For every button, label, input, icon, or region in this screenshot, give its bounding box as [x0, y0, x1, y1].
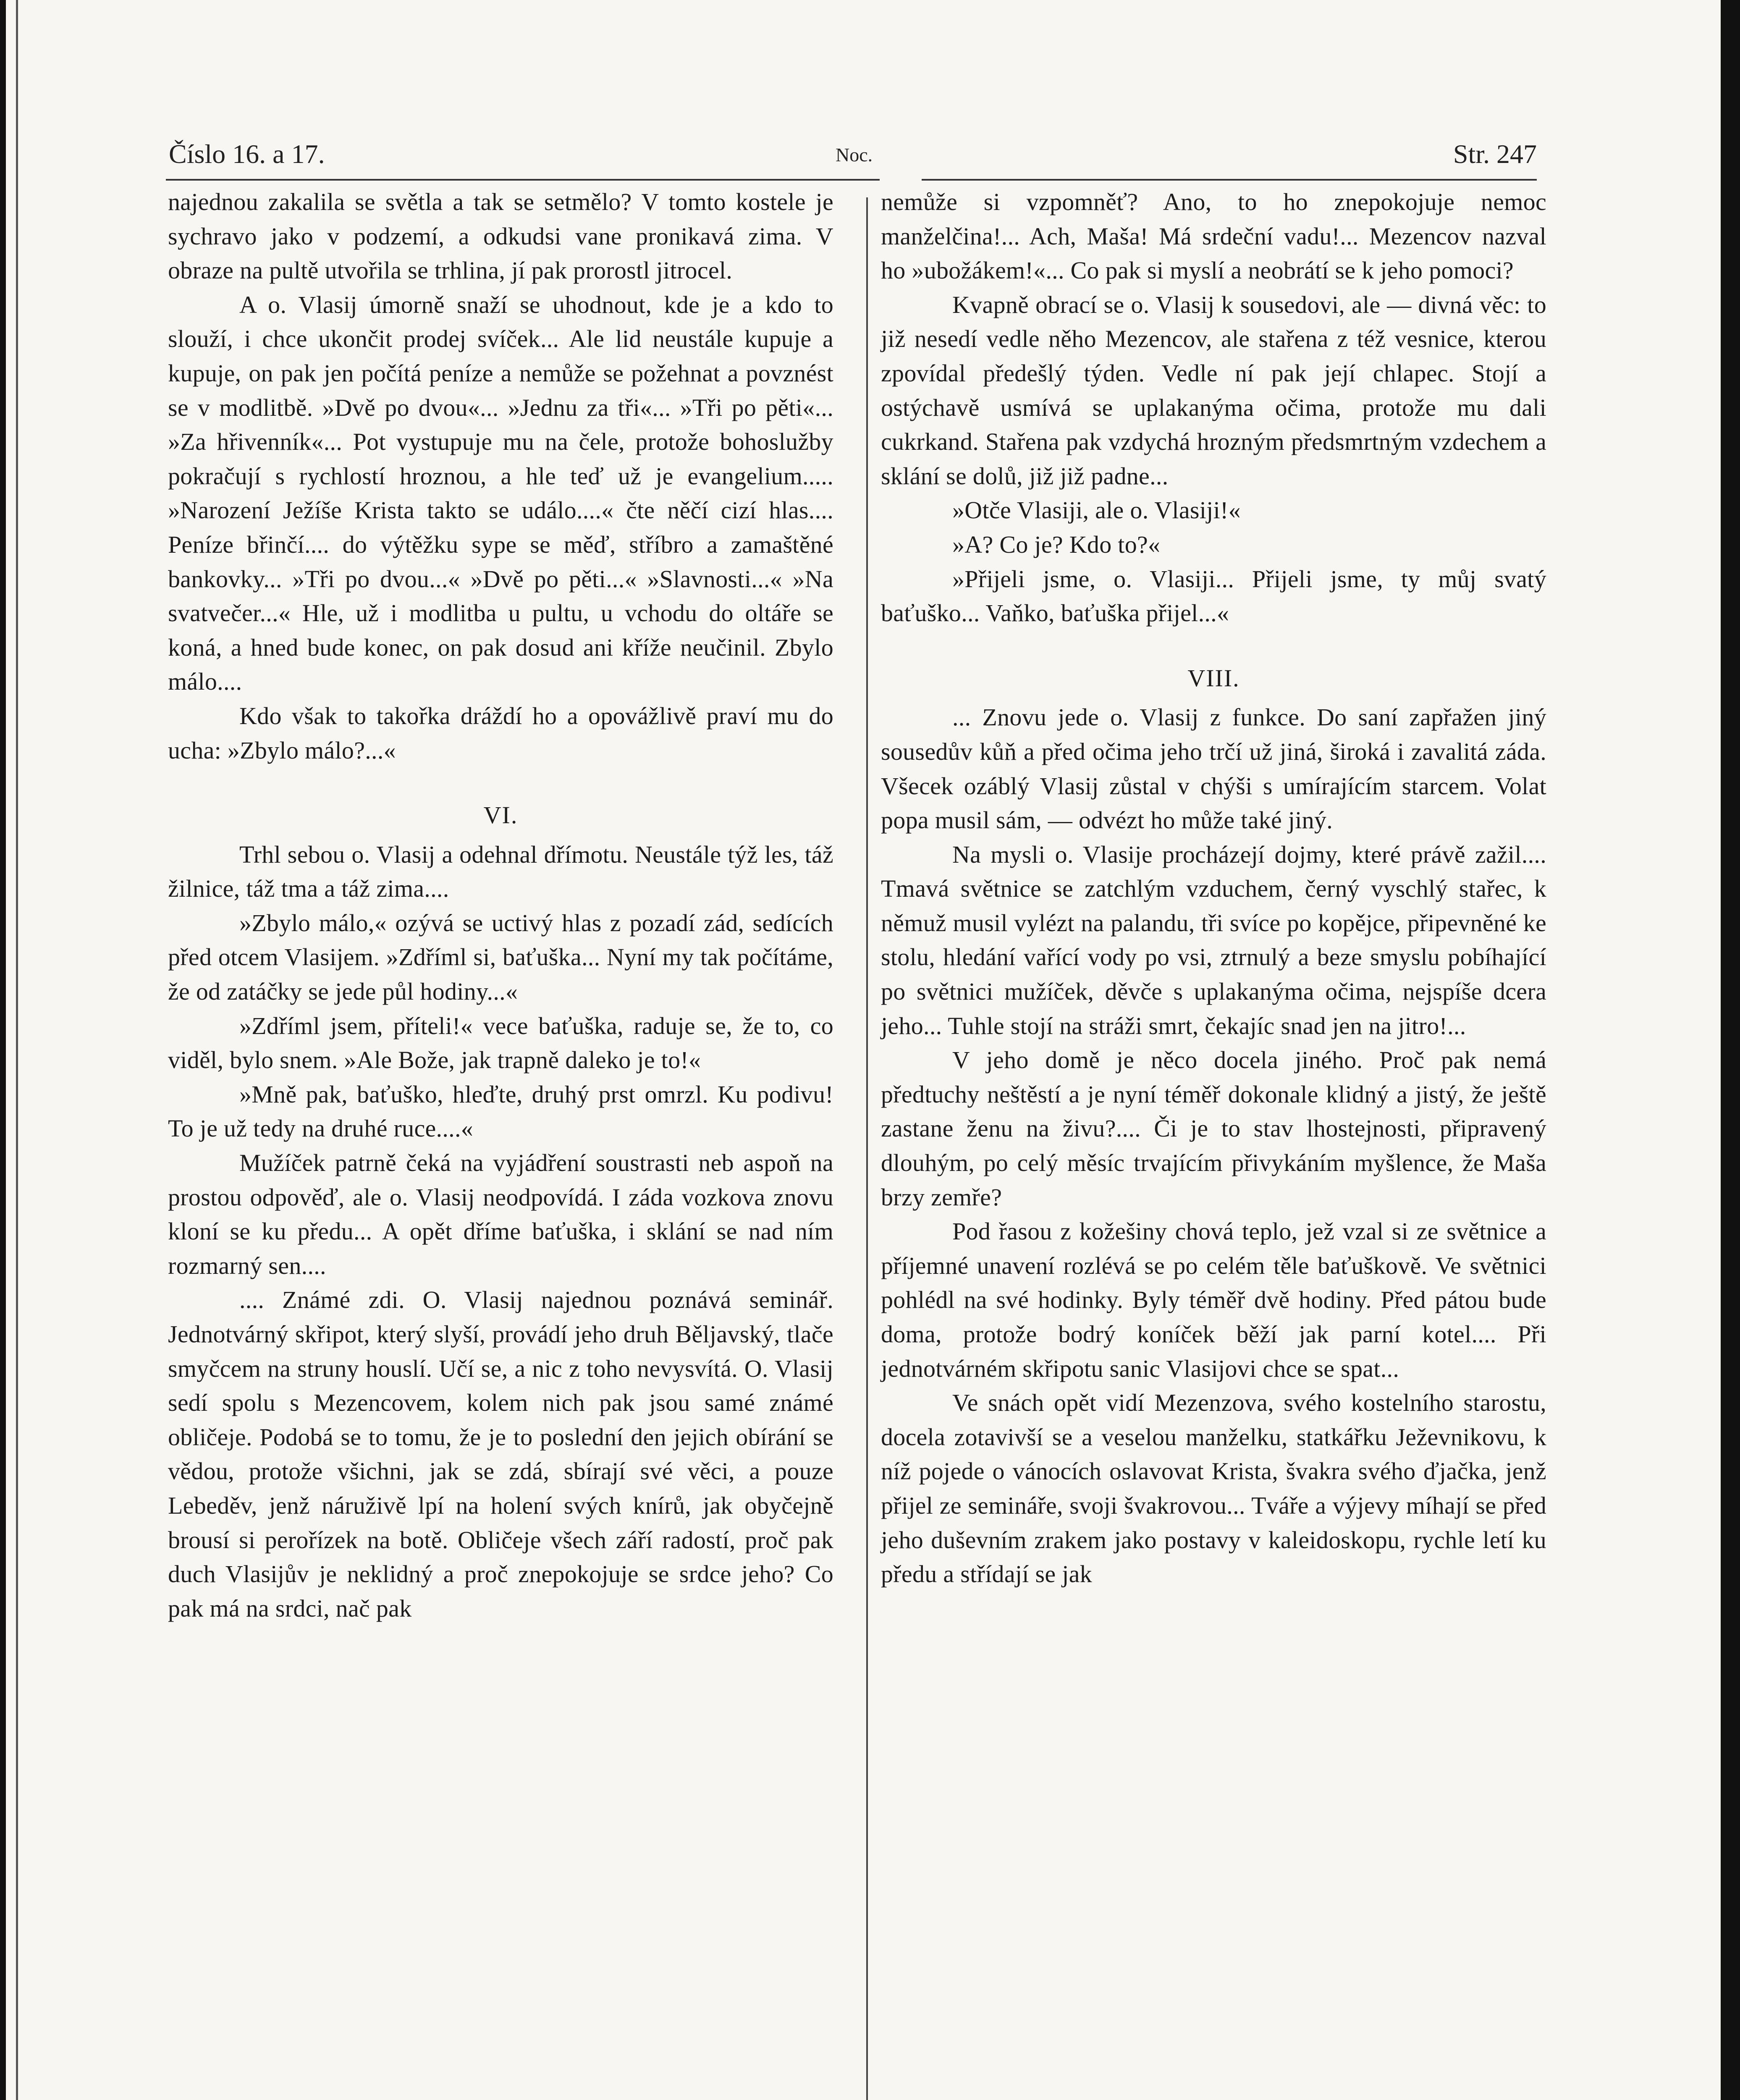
paragraph: ... Znovu jede o. Vlasij z funkce. Do saní zapřažen jiný sousedův kůň a před očima jeho trčí už jiná, široká i zavalitá záda. Všecek ozáblý Vlasij zůstal v chýši s umírajícím starcem. Volat popa musil sám, — odvézt ho může také jiný.	[881, 704, 1546, 834]
paragraph: Na mysli o. Vlasije procházejí dojmy, které právě zažil.... Tmavá světnice se zatchlým vzduchem, černý vyschlý stařec, k němuž musil vylézt na palandu, tři svíce po kopějce, připevněné ke stolu, hledání vařící vody po vsi, ztrnulý a beze smyslu pobíhající po světnici mužíček, děvče s uplakanýma očima, nejspíše dcera jeho... Tuhle stojí na stráži smrt, čekajíc snad jen na jitro!...	[881, 840, 1546, 1040]
right-column	[881, 185, 1546, 1591]
paragraph: Trhl sebou o. Vlasij a odehnal dřímotu. Neustále týž les, táž žilnice, táž tma a táž zima....	[168, 840, 833, 903]
paragraph: Mužíček patrně čeká na vyjádření soustrasti neb aspoň na prostou odpověď, ale o. Vlasij neodpovídá. I záda vozkova znovu kloní se ku předu... A opět dříme baťuška, i sklání se nad ním rozmarný sen....	[168, 1149, 833, 1279]
paragraph: »Zdříml jsem, příteli!« vece baťuška, raduje se, že to, co viděl, bylo snem. »Ale Bože, jak trapně daleko je to!«	[168, 1012, 833, 1074]
header-rule	[166, 179, 880, 181]
paragraph: Pod řasou z kožešiny chová teplo, jež vzal si ze světnice a příjemné unavení rozlévá se po celém těle baťuškově. Ve světnici pohlédl na své hodinky. Byly téměř dvě hodiny. Před pátou bude doma, protože bodrý koníček běží jak parní kotel.... Při jednotvárném skřipotu sanic Vlasijovi chce se spat...	[881, 1218, 1546, 1382]
paragraph: V jeho domě je něco docela jiného. Proč pak nemá předtuchy neštěstí a je nyní téměř dokonale klidný a jistý, že ještě zastane ženu na živu?.... Či je to stav lhostejnosti, připravený dlouhým, po celý měsíc trvajícím přivykáním myšlence, že Maša brzy zemře?	[881, 1046, 1546, 1211]
paragraph: nemůže si vzpomněť? Ano, to ho znepokojuje nemoc manželčina!... Ach, Maša! Má srdeční vadu!... Mezencov nazval ho »ubožákem!«... Co pak si myslí a neobrátí se k jeho pomoci?	[881, 188, 1546, 284]
paragraph: .... Známé zdi. O. Vlasij najednou poznává seminář. Jednotvárný skřipot, který slyší, provádí jeho druh Běljavský, tlače smyčcem na struny houslí. Učí se, a nic z toho nevysvítá. O. Vlasij sedí spolu s Mezencovem, kolem nich pak jsou samé známé obličeje. Podobá se to tomu, že je to poslední den jejich obírání se vědou, protože všichni, jak se zdá, sbírají své věci, a pouze Lebeděv, jenž náruživě lpí na holení svých knírů, jak obyčejně brousí si perořízek na botě. Obličeje všech září radostí, proč pak duch Vlasijův je neklidný a proč znepokojuje se srdce jeho? Co pak má na srdci, nač pak	[168, 1286, 833, 1622]
running-title: Noc.	[836, 144, 873, 165]
page-number: Str. 247	[1453, 139, 1537, 169]
paragraph: najednou zakalila se světla a tak se setmělo? V tomto kostele je sychravo jako v podzemí, a odkudsi vane pronikavá zima. V obraze na pultě utvořila se trhlina, jí pak prorostl jitrocel.	[168, 188, 833, 284]
scan-edge-right	[1721, 0, 1740, 2100]
paragraph: »A? Co je? Kdo to?«	[952, 530, 1161, 558]
paragraph: A o. Vlasij úmorně snaží se uhodnout, kde je a kdo to slouží, i chce ukončit prodej svíček... Ale lid neustále kupuje a kupuje, on pak jen počítá peníze a nemůže se požehnat a povznést se v modlitbě. »Dvě po dvou«... »Jednu za tři«... »Tři po pěti«... »Za hřivenník«... Pot vystupuje mu na čele, protože bohoslužby pokračují s rychlostí hroznou, a hle teď už je evangelium..... »Narození Ježíše Krista takto se událo....« čte něčí cizí hlas.... Peníze břinčí.... do výtěžku sype se měď, stříbro a zamaštěné bankovky... »Tři po dvou...« »Dvě po pěti...« »Slavnosti...« »Na svatvečer...« Hle, už i modlitba u pultu, u vchodu do oltáře se koná, a hned bude konec, on pak dosud ani kříže neučinil. Zbylo málo....	[168, 291, 833, 696]
paragraph: »Mně pak, baťuško, hleďte, druhý prst omrzl. Ku podivu! To je už tedy na druhé ruce....«	[168, 1080, 833, 1142]
section-heading: VI.	[483, 801, 518, 829]
paragraph: Ve snách opět vidí Mezenzova, svého kostelního starostu, docela zotavivší se a veselou manželku, statkářku Ježevnikovu, k níž pojede o vánocích oslavovat Krista, švakra svého ďjačka, jenž přijel ze semináře, svoji švakrovou... Tváře a výjevy míhají se před jeho duševním zrakem jako postavy v kaleidoskopu, rychle letí ku předu a střídají se jak	[881, 1389, 1546, 1588]
paragraph: Kdo však to takořka dráždí ho a opovážlivě praví mu do ucha: »Zbylo málo?...«	[168, 702, 833, 764]
left-column	[168, 185, 833, 1625]
paragraph: »Otče Vlasiji, ale o. Vlasiji!«	[952, 496, 1241, 524]
scan-edge-left	[0, 0, 6, 2100]
paragraph: »Zbylo málo,« ozývá se uctivý hlas z pozadí zád, sedících před otcem Vlasijem. »Zdříml si, baťuška... Nyní my tak počítáme, že od zatáčky se jede půl hodiny...«	[168, 909, 833, 1005]
column-divider	[866, 197, 868, 2100]
section-heading: VIII.	[1187, 664, 1240, 692]
paragraph: Kvapně obrací se o. Vlasij k sousedovi, ale — divná věc: to již nesedí vedle něho Mezencov, ale stařena z též vesnice, kterou zpovídal předešlý týden. Vedle ní pak její chlapec. Stojí a ostýchavě usmívá se uplakanýma očima, protože mu dali cukrkand. Stařena pak vzdychá hrozným předsmrtným vzdechem a sklání se dolů, již již padne...	[881, 291, 1546, 490]
issue-number: Číslo 16. a 17.	[169, 139, 325, 169]
scan-edge-line	[16, 0, 18, 2100]
paragraph: »Přijeli jsme, o. Vlasiji... Přijeli jsme, ty můj svatý baťuško... Vaňko, baťuška přijel...«	[881, 565, 1546, 627]
header-rule	[922, 179, 1537, 181]
